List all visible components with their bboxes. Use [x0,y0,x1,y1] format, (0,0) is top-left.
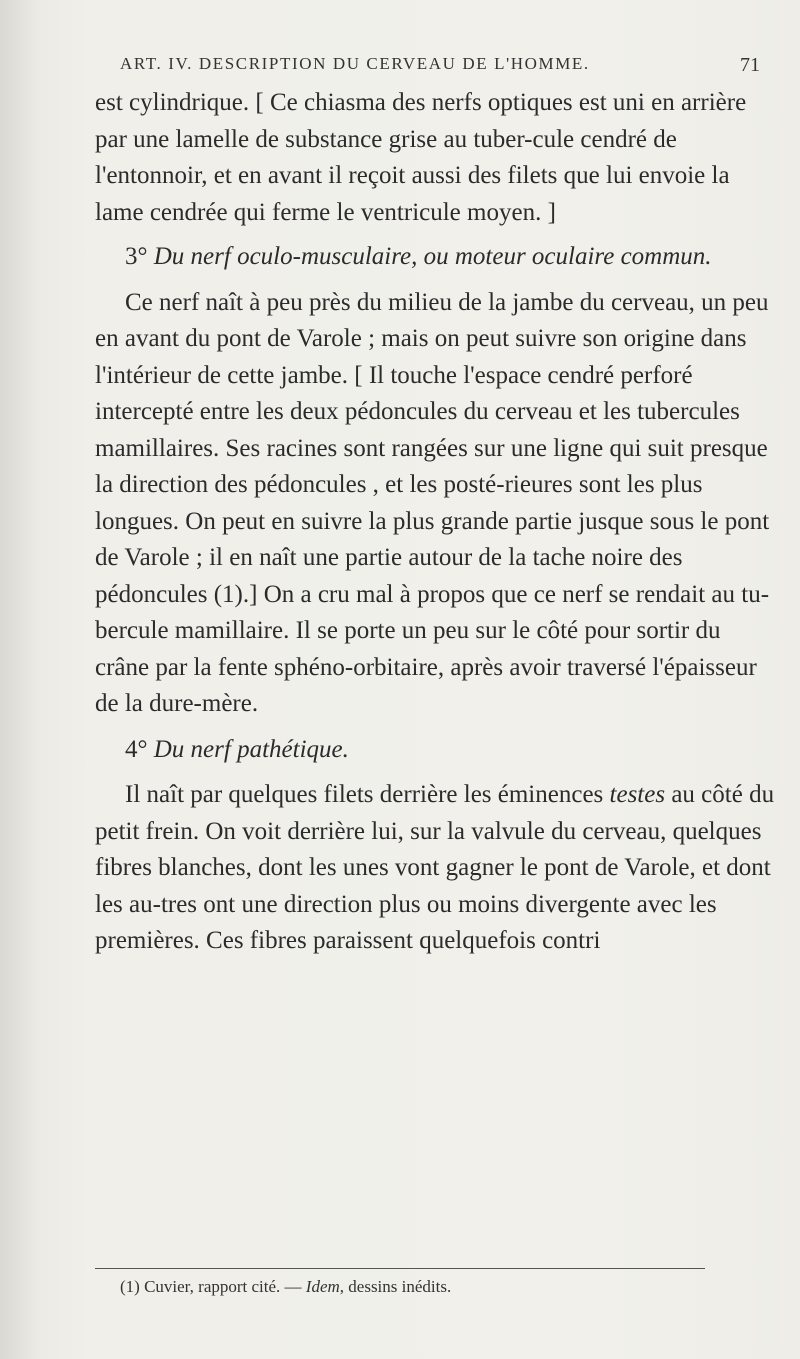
section-heading-3 [95,239,775,276]
section-number: 3° [125,243,148,270]
footnote-marker: (1) [120,1277,140,1296]
section-number: 4° [125,735,148,763]
footnote [120,1277,451,1297]
paragraph-oculo-musculaire: Ce nerf naît à peu près du milieu de la jambe du cerveau, un peu en avant du pont de Varole ; mais on peut suivre son origine dans l'intérieur de cette jambe. [ Il touche l'espace cendré perforé intercepté entre les deux pédoncules du cerveau et les tubercules mamillaires. Ses racines sont rangées sur une ligne qui suit presque la direction des pédoncules , et les posté-rieures sont les plus longues. On peut en suivre la plus grande partie jusque sous le pont de Varole ; il en naît une partie autour de la tache noire des pédoncules (1).] On a cru mal à propos que ce nerf se rendait au tu-bercule mamillaire. Il se porte un peu sur le côté pour sortir du crâne par la fente sphéno-orbitaire, après avoir traversé l'épaisseur de la dure-mère. [95,288,770,717]
page-header [120,54,760,80]
section-title: Du nerf pathétique. [153,735,349,763]
running-head: ART. IV. DESCRIPTION DU CERVEAU DE L'HOMME. [120,54,590,73]
text-run: au côté du petit frein. On voit derrière lui, sur la valvule du cerveau, quelques fibres blanches, dont les unes vont gagner le pont de Varole, et dont les au-tres ont une direction plus ou moins divergente avec les premières. Ces fibres paraissent quelquefois contri [95,781,775,954]
italic-term: testes [609,781,666,808]
footnote-rule [95,1268,705,1269]
section-heading-4 [95,732,775,769]
footnote-text: Cuvier, rapport cité. — [144,1277,302,1296]
text-run: Il naît par quelques filets derrière les éminences [125,781,604,808]
footnote-idem: Idem [305,1277,340,1296]
body-text [95,85,775,960]
section-title: Du nerf oculo-musculaire, ou moteur oculaire commun. [153,243,712,270]
paragraph-continuation: est cylindrique. [ Ce chiasma des nerfs optiques est uni en arrière par une lamelle de substance grise au tuber-cule cendré de l'entonnoir, et en avant il reçoit aussi des filets que lui envoie la lame cendrée qui ferme le ventricule moyen. ] [95,89,747,226]
page-number: 71 [740,54,760,76]
paragraph-pathetique [95,777,775,960]
footnote-rest: , dessins inédits. [339,1277,452,1296]
